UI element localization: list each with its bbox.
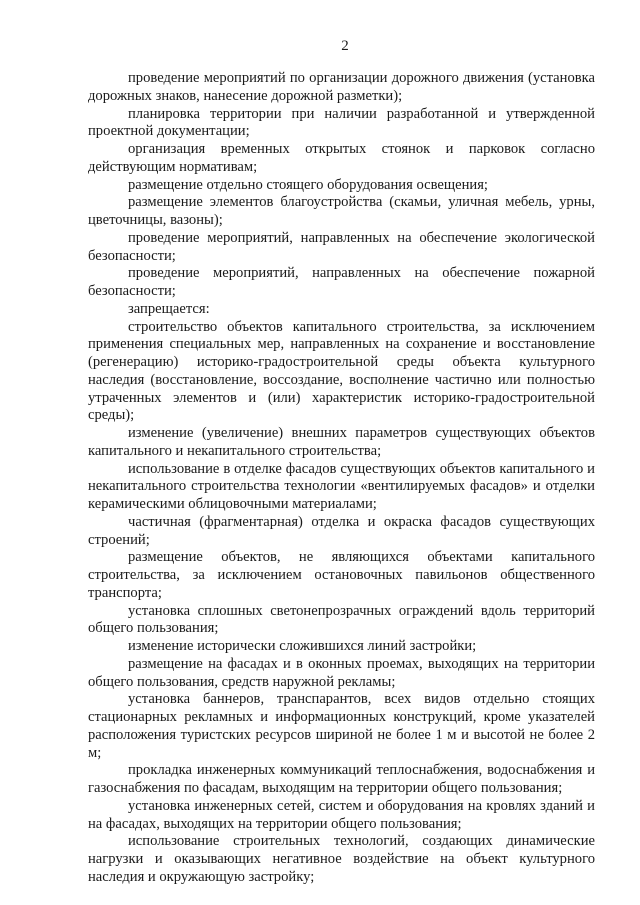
paragraph: использование строительных технологий, создающих динамические нагрузки и оказывающих негативное воздействие на объект культурного наследия и окружающую застройку; [88, 833, 595, 885]
paragraph: размещение на фасадах и в оконных проемах, выходящих на территории общего пользования, средств наружной рекламы; [88, 655, 595, 690]
section-heading-prohibited: запрещается: [128, 300, 210, 317]
paragraph: установка инженерных сетей, систем и оборудования на кровлях зданий и на фасадах, выходящих на территории общего пользования; [88, 797, 595, 832]
document-body [88, 70, 595, 887]
paragraph: прокладка инженерных коммуникаций теплоснабжения, водоснабжения и газоснабжения по фасадам, выходящим на территории общего пользования; [88, 762, 595, 796]
paragraph: изменение исторически сложившихся линий застройки; [128, 638, 477, 654]
paragraph: организация временных открытых стоянок и парковок согласно действующим нормативам; [88, 141, 595, 175]
paragraph: размещение элементов благоустройства (скамьи, уличная мебель, урны, цветочницы, вазоны); [88, 194, 595, 228]
paragraph: строительство объектов капитального строительства, за исключением применения специальных мер, направленных на сохранение и восстановление (регенерацию) историко-градостроительной среды объекта культурного наследия (восстановление, воссоздание, восполнение частично или полностью утраченных элементов и (или) характеристик историко-градостроительной среды); [88, 318, 595, 424]
paragraph: размещение объектов, не являющихся объектами капитального строительства, за исключением остановочных павильонов общественного транспорта; [88, 549, 595, 601]
paragraph: частичная (фрагментарная) отделка и окраска фасадов существующих строений; [88, 513, 595, 548]
paragraph: проведение мероприятий, направленных на обеспечение пожарной безопасности; [88, 265, 595, 299]
paragraph: установка баннеров, транспарантов, всех видов отдельно стоящих стационарных рекламных и информационных конструкций, кроме указателей расположения туристских ресурсов шириной не более 1 м и высотой не более 2 м; [88, 691, 595, 761]
paragraph: изменение (увеличение) внешних параметров существующих объектов капитального и некапитального строительства; [88, 425, 595, 459]
paragraph: установка сплошных светонепрозрачных ограждений вдоль территорий общего пользования; [88, 602, 595, 637]
paragraph: размещение отдельно стоящего оборудования освещения; [128, 176, 488, 193]
paragraph: планировка территории при наличии разработанной и утвержденной проектной документации; [88, 105, 595, 140]
paragraph: проведение мероприятий по организации дорожного движения (установка дорожных знаков, нанесение дорожной разметки); [88, 70, 595, 104]
paragraph: проведение мероприятий, направленных на обеспечение экологической безопасности; [88, 229, 595, 264]
paragraph: использование в отделке фасадов существующих объектов капитального и некапитального строительства технологии «вентилируемых фасадов» и отделки керамическими облицовочными материалами; [88, 460, 595, 512]
page-number: 2 [341, 38, 349, 54]
